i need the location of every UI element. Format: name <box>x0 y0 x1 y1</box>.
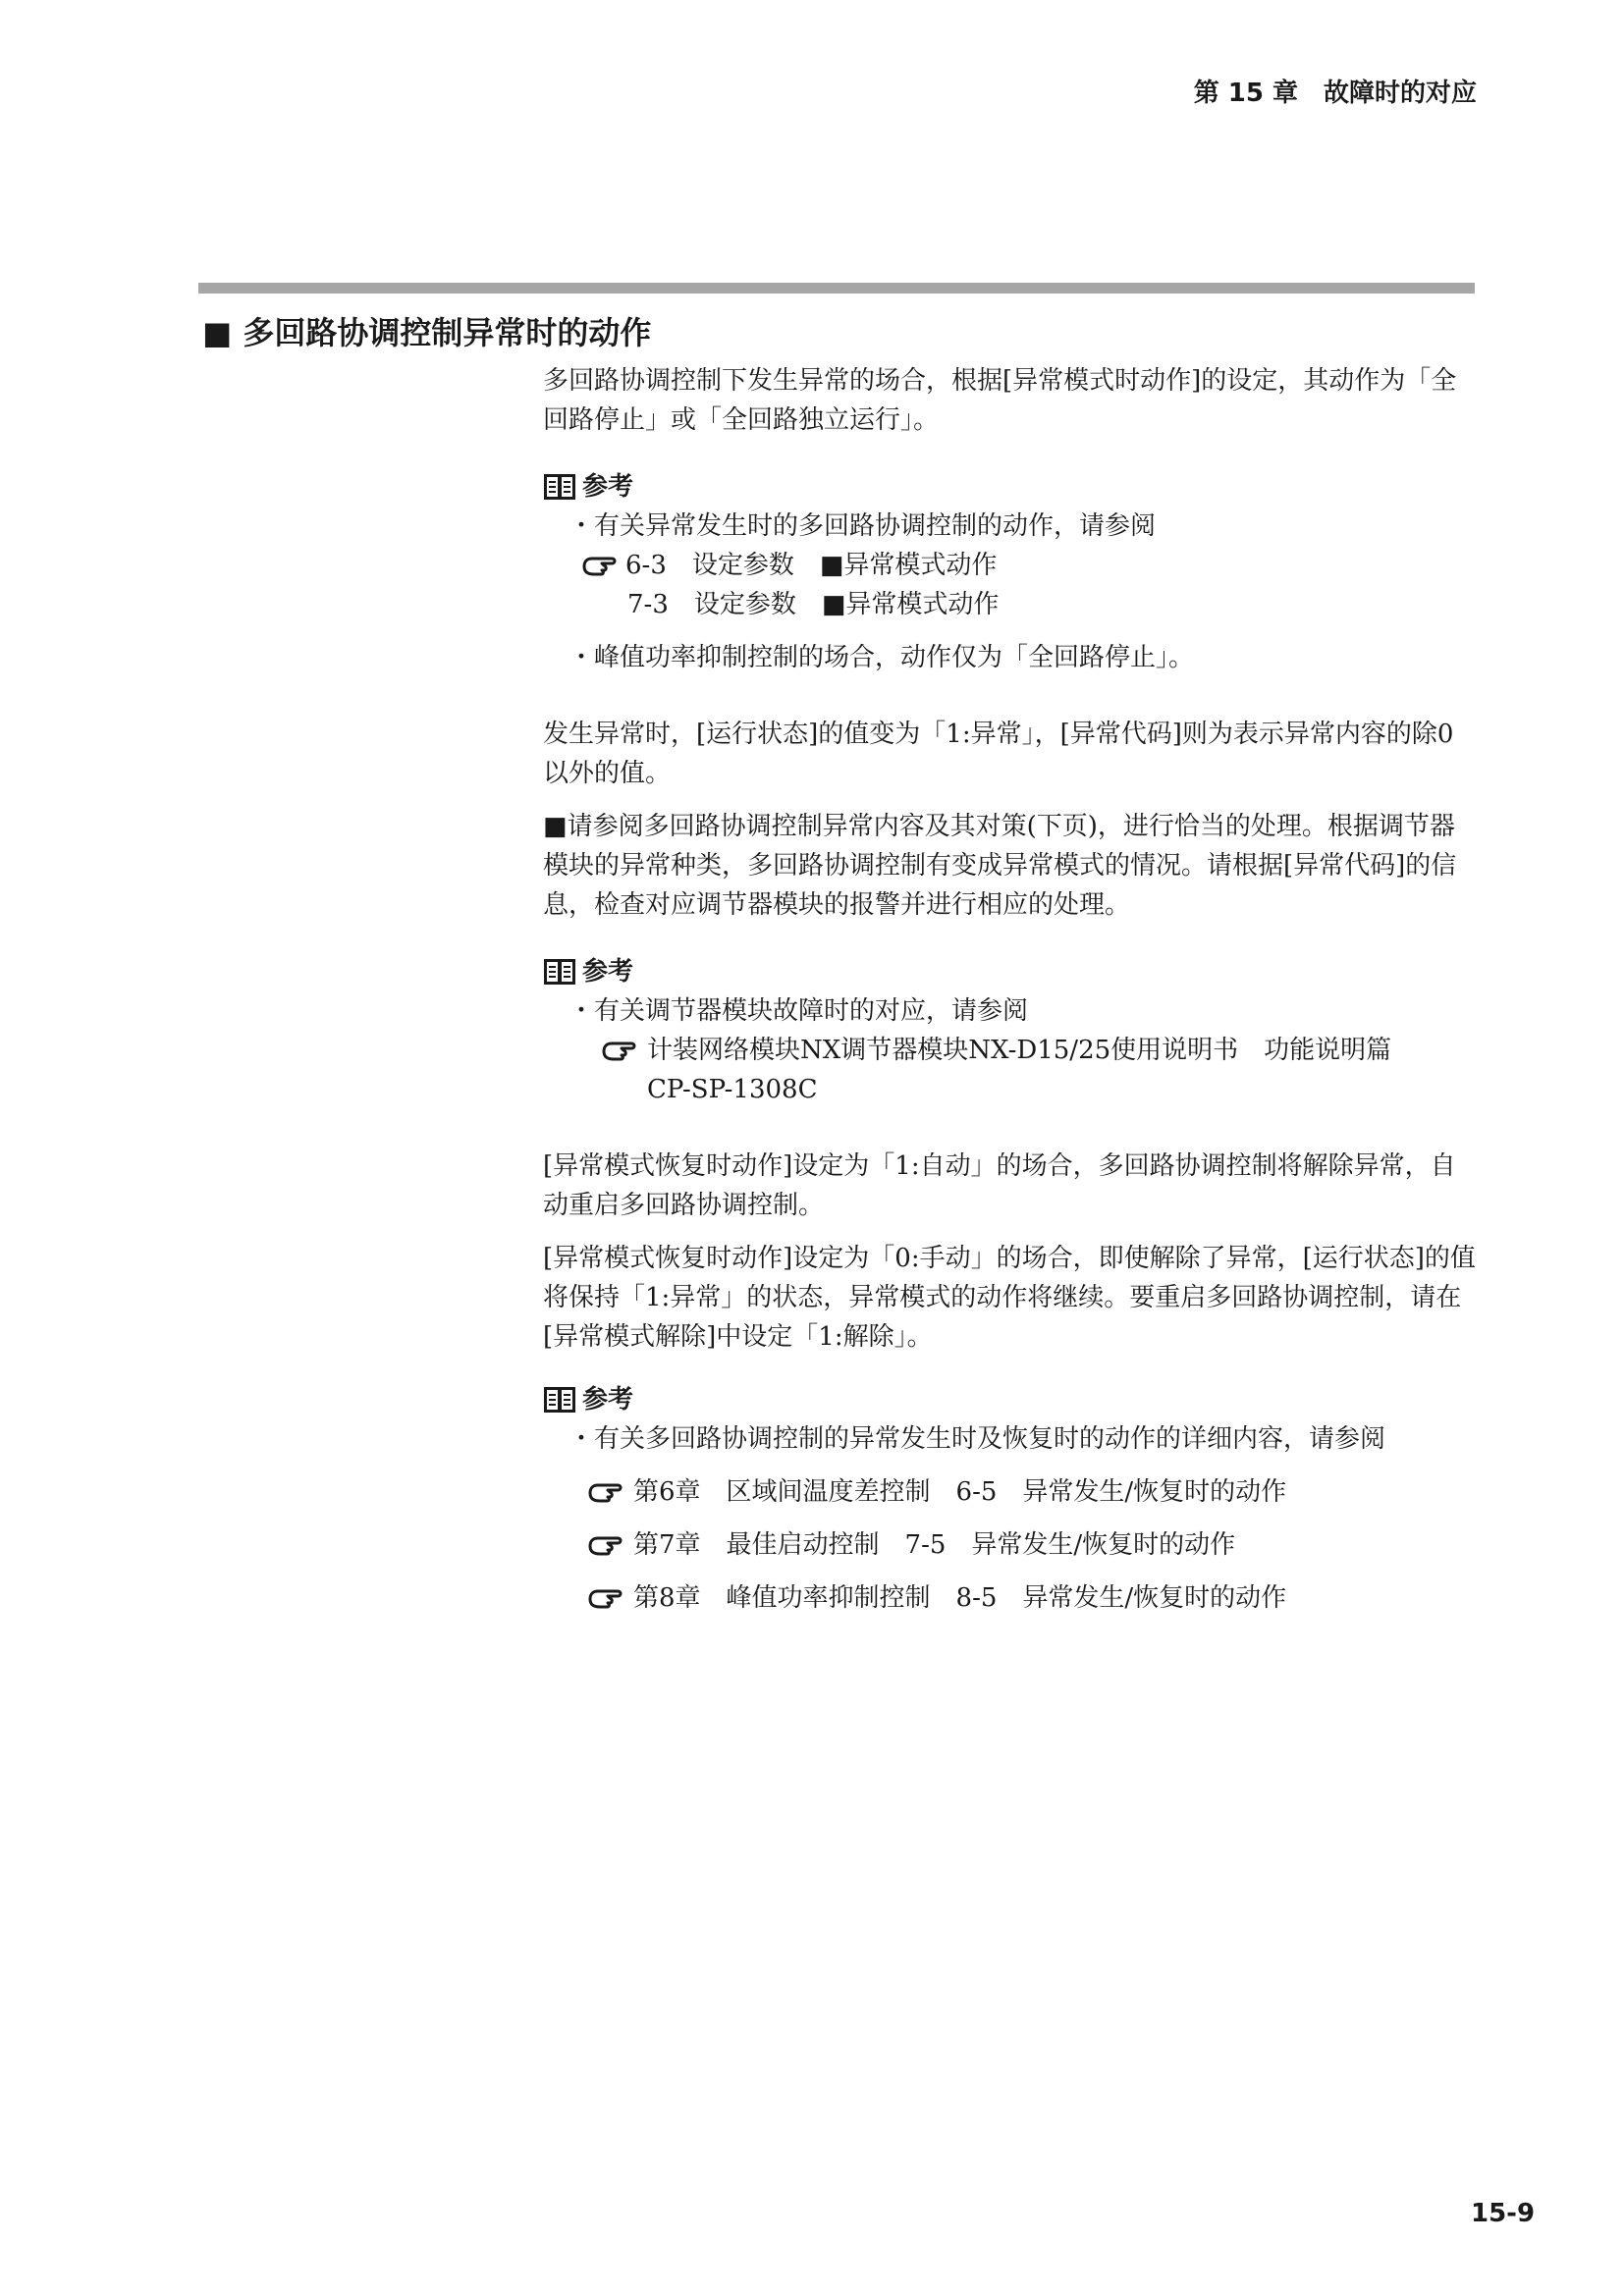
reference-link-text: 6-3 设定参数 ■异常模式动作 <box>625 551 998 580</box>
pointing-hand-icon <box>582 553 620 578</box>
reference-link-text: 第8章 峰值功率抑制控制 8-5 异常发生/恢复时的动作 <box>633 1583 1287 1613</box>
reference-link-text: 第6章 区域间温度差控制 6-5 异常发生/恢复时的动作 <box>633 1477 1287 1507</box>
reference-bullet: ・有关多回路协调控制的异常发生时及恢复时的动作的详细内容，请参阅 <box>568 1424 1386 1454</box>
book-icon <box>543 472 576 502</box>
reference-bullet: ・有关异常发生时的多回路协调控制的动作，请参阅 <box>568 511 1157 541</box>
page-number: 15-9 <box>1471 2199 1536 2228</box>
auto-recovery-paragraph: [异常模式恢复时动作]设定为「1:自动」的场合，多回路协调控制将解除异常，自动重启多回路协调控制。 <box>543 1151 1456 1220</box>
reference-link[interactable] <box>543 1031 1476 1109</box>
status-paragraph: 发生异常时，[运行状态]的值变为「1:异常」，[异常代码]则为表示异常内容的除0以外的值。 <box>543 720 1454 788</box>
book-icon <box>543 957 576 987</box>
reference-link[interactable] <box>543 1525 1476 1565</box>
section-title: ■ 多回路协调控制异常时的动作 <box>202 314 652 351</box>
reference-link-text: 计装网络模块NX调节器模块NX-D15/25使用说明书 功能说明篇 <box>647 1036 1392 1065</box>
reference-link-text: 第7章 最佳启动控制 7-5 异常发生/恢复时的动作 <box>633 1530 1236 1560</box>
chapter-header: 第 15 章 故障时的对应 <box>1193 79 1477 108</box>
reference-link[interactable] <box>543 1472 1476 1512</box>
book-icon <box>543 1385 576 1415</box>
main-content <box>543 361 1476 1618</box>
pointing-hand-icon <box>588 1585 625 1611</box>
manual-recovery-paragraph: [异常模式恢复时动作]设定为「0:手动」的场合，即使解除了异常，[运行状态]的值将保持「1:异常」的状态，异常模式的动作将继续。要重启多回路协调控制，请在[异常模式解除]中设定「1:解除」。 <box>543 1244 1476 1352</box>
reference-label: 参考 <box>582 957 634 987</box>
reference-heading <box>543 952 1476 991</box>
reference-heading <box>543 467 1476 507</box>
reference-bullet: ・有关调节器模块故障时的对应，请参阅 <box>568 996 1029 1026</box>
reference-link-text[interactable]: 7-3 设定参数 ■异常模式动作 <box>627 590 1000 619</box>
reference-bullet: ・峰值功率抑制控制的场合，动作仅为「全回路停止」。 <box>568 643 1195 672</box>
reference-label: 参考 <box>582 472 634 502</box>
section-divider <box>198 283 1475 294</box>
reference-doc-code: CP-SP-1308C <box>647 1075 818 1104</box>
pointing-hand-icon <box>588 1532 625 1558</box>
reference-label: 参考 <box>582 1385 634 1415</box>
reference-link[interactable] <box>543 546 1476 585</box>
reference-link[interactable] <box>543 1578 1476 1618</box>
intro-paragraph: 多回路协调控制下发生异常的场合，根据[异常模式时动作]的设定，其动作为「全回路停止」或「全回路独立运行」。 <box>543 366 1457 435</box>
pointing-hand-icon <box>588 1479 625 1505</box>
reference-heading <box>543 1380 1476 1419</box>
handling-paragraph: ■请参阅多回路协调控制异常内容及其对策(下页)，进行恰当的处理。根据调节器模块的异常种类，多回路协调控制有变成异常模式的情况。请根据[异常代码]的信息，检查对应调节器模块的报警并进行相应的处理。 <box>543 812 1457 920</box>
pointing-hand-icon <box>602 1038 639 1063</box>
